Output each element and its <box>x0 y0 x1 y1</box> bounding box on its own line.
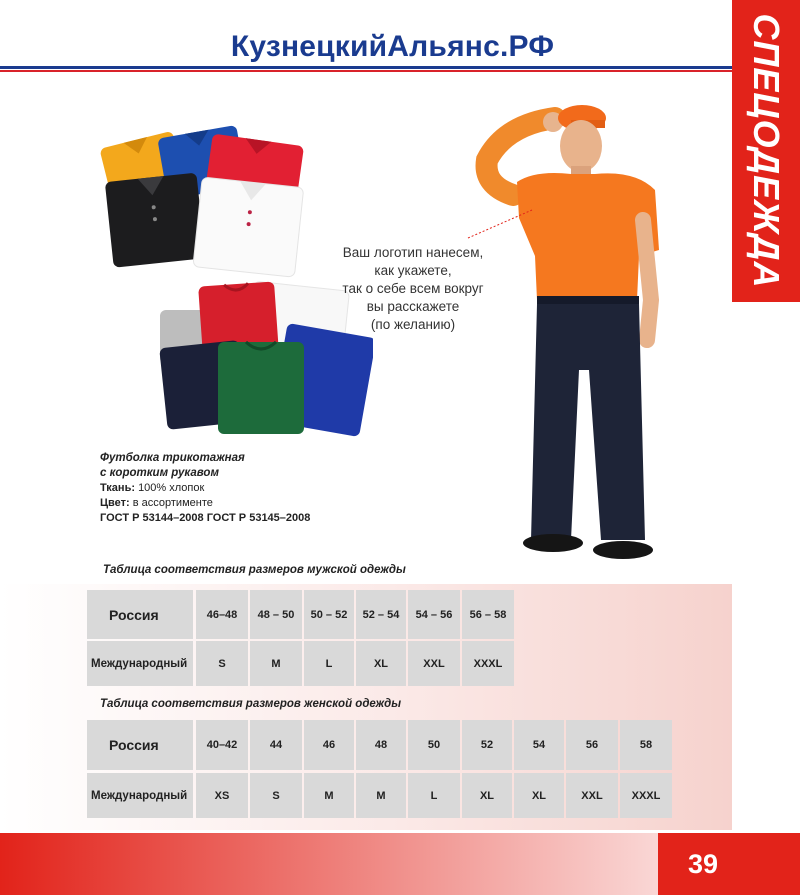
women-russia-size: 44 <box>250 720 302 770</box>
women-russia-size: 54 <box>514 720 564 770</box>
logo-callout <box>318 244 508 334</box>
women-russia-size: 58 <box>620 720 672 770</box>
product-name: Футболка трикотажная <box>100 452 245 464</box>
women-intl-size: XL <box>462 773 512 818</box>
women-russia-size: 48 <box>356 720 406 770</box>
men-intl-size: S <box>196 641 248 686</box>
men-intl-size: L <box>304 641 354 686</box>
title-rule <box>0 66 732 69</box>
worker-arm-right <box>643 220 651 340</box>
polo-white <box>193 177 304 277</box>
worker-boot-left <box>523 534 583 552</box>
polo-shirts-photo <box>97 110 307 285</box>
men-russia-size: 48 – 50 <box>250 590 302 639</box>
men-russia-size: 52 – 54 <box>356 590 406 639</box>
men-russia-size: 56 – 58 <box>462 590 514 639</box>
product-description <box>100 451 310 526</box>
men-row-label-russia: Россия <box>87 590 193 639</box>
callout-line: так о себе всем вокруг <box>342 281 484 296</box>
title-rule-accent <box>0 70 732 72</box>
product-standards: ГОСТ Р 53144–2008 ГОСТ Р 53145–2008 <box>100 512 311 524</box>
men-intl-size: XXL <box>408 641 460 686</box>
women-intl-size: XXL <box>566 773 618 818</box>
men-row-label-intl: Международный <box>87 641 193 686</box>
women-intl-size: L <box>408 773 460 818</box>
women-intl-size: XS <box>196 773 248 818</box>
women-row-label-russia: Россия <box>87 720 193 770</box>
side-tab-label: СПЕЦОДЕЖДА <box>746 13 787 289</box>
men-table-caption: Таблица соответствия размеров мужской одежды <box>103 564 406 576</box>
women-row-label-intl: Международный <box>87 773 193 818</box>
women-russia-size: 56 <box>566 720 618 770</box>
tee-red <box>198 281 278 352</box>
worker-boot-right <box>593 541 653 559</box>
men-intl-size: XL <box>356 641 406 686</box>
men-intl-size: XXXL <box>462 641 514 686</box>
worker-head <box>560 120 602 172</box>
women-table-caption: Таблица соответствия размеров женской одежды <box>100 698 402 710</box>
women-intl-size: S <box>250 773 302 818</box>
footer-bar <box>0 833 732 895</box>
women-intl-size: M <box>356 773 406 818</box>
product-name-cont: с коротким рукавом <box>100 467 219 479</box>
women-intl-size: M <box>304 773 354 818</box>
men-russia-size: 54 – 56 <box>408 590 460 639</box>
color-value: в ассортименте <box>132 497 213 509</box>
women-russia-size: 50 <box>408 720 460 770</box>
women-russia-size: 40–42 <box>196 720 248 770</box>
men-russia-size: 46–48 <box>196 590 248 639</box>
polo-black <box>105 173 205 268</box>
page-number: 39 <box>687 848 719 879</box>
callout-line: Ваш логотип нанесем, <box>342 245 484 260</box>
color-label: Цвет: <box>100 497 130 509</box>
tee-green <box>218 342 304 434</box>
fabric-label: Ткань: <box>100 482 135 494</box>
men-russia-size: 50 – 52 <box>304 590 354 639</box>
women-russia-size: 52 <box>462 720 512 770</box>
men-intl-size: M <box>250 641 302 686</box>
women-russia-size: 46 <box>304 720 354 770</box>
callout-line: вы расскажете <box>366 299 460 314</box>
worker-trousers <box>531 304 645 540</box>
women-intl-size: XL <box>514 773 564 818</box>
callout-line: как укажете, <box>374 263 452 278</box>
fabric-value: 100% хлопок <box>138 482 205 494</box>
callout-line: (по желанию) <box>370 317 456 332</box>
site-title: КузнецкийАльянс.РФ <box>230 30 555 63</box>
women-intl-size: XXXL <box>620 773 672 818</box>
